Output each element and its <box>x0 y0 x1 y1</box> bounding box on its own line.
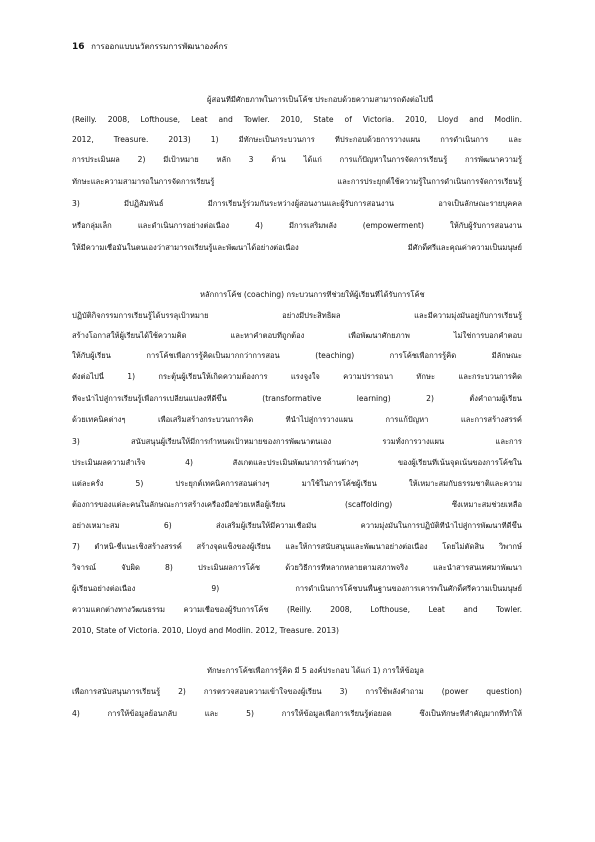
paragraph-line: 2012, Treasure. 2013) 1) มีทักษะเป็นกระบวนการ ที่ประกอบด้วยการวางแผน การดำเนินการ และ <box>72 135 522 144</box>
paragraph-line: ความแตกต่างทางวัฒนธรรม ความเชื่อของผู้รับการโค้ช (Reilly. 2008, Lofthouse, Leat and Towler. <box>72 605 522 614</box>
paragraph-line: สร้างโอกาสให้ผู้เรียนได้ใช้ความคิด และหาคำตอบที่ถูกต้อง เพื่อพัฒนาศักยภาพ ไม่ใช่การบอกคำตอบ <box>72 331 522 340</box>
paragraph-line: ที่จะนำไปสู่การเรียนรู้เพื่อการเปลี่ยนแปลงที่ดีขึ้น (transformative learning) 2) ตั้งคำถามผู้เรียน <box>72 394 522 403</box>
paragraph-line: 3) สนับสนุนผู้เรียนให้มีการกำหนดเป้าหมายของการพัฒนาตนเอง รวมทั้งการวางแผน และการ <box>72 437 522 446</box>
page-header <box>72 40 228 53</box>
paragraph-line: ด้วยเทคนิคต่างๆ เพื่อเสริมสร้างกระบวนการคิด ที่นำไปสู่การวางแผน การแก้ปัญหา และการสร้างสรรค์ <box>72 415 522 424</box>
paragraph-line: การประเมินผล 2) มีเป้าหมาย หลัก 3 ด้าน ได้แก่ การแก้ปัญหาในการจัดการเรียนรู้ การพัฒนาความรู้ <box>72 155 522 164</box>
paragraph-line: แต่ละครั้ง 5) ประยุกต์เทคนิคการสอนต่างๆ มาใช้ในการโค้ชผู้เรียน ให้เหมาะสมกับธรรมชาติและความ <box>72 479 522 488</box>
paragraph-line: ให้มีความเชื่อมั่นในตนเองว่าสามารถเรียนรู้และพัฒนาได้อย่างต่อเนื่อง มีศักดิ์ศรีและคุณค่าความเป็นมนุษย์ <box>72 243 522 252</box>
paragraph-line: 4) การให้ข้อมูลย้อนกลับ และ 5) การให้ข้อมูลเพื่อการเรียนรู้ต่อยอด ซึ่งเป็นทักษะที่สำคัญมากที่ทำให้ <box>72 709 522 718</box>
paragraph-line: 3) มีปฏิสัมพันธ์ มีการเรียนรู้ร่วมกันระหว่างผู้สอนงานและผู้รับการสอนงาน อาจเป็นลักษณะรายบุคคล <box>72 199 522 208</box>
paragraph-line: (Reilly. 2008, Lofthouse, Leat and Towler. 2010, State of Victoria. 2010, Lloyd and Modlin. <box>72 115 522 124</box>
paragraph-line: ทักษะการโค้ชเพื่อการรู้คิด มี 5 องค์ประกอบ ได้แก่ 1) การให้ข้อมูล <box>207 666 424 675</box>
paragraph-line: ให้กับผู้เรียน การโค้ชเพื่อการรู้คิดเป็นมากกว่าการสอน (teaching) การโค้ชเพื่อการรู้คิด มีลักษณะ <box>72 351 522 360</box>
paragraph-line: อย่างเหมาะสม 6) ส่งเสริมผู้เรียนให้มีความเชื่อมั่น ความมุ่งมั่นในการปฏิบัติที่นำไปสู่การพัฒนาที่ดีขึ้น <box>72 521 522 530</box>
paragraph-line: ดังต่อไปนี้ 1) กระตุ้นผู้เรียนให้เกิดความต้องการ แรงจูงใจ ความปรารถนา ทักษะ และกระบวนการคิด <box>72 372 522 381</box>
paragraph-line: ผู้เรียนอย่างต่อเนื่อง 9) การดำเนินการโค้ชบนพื้นฐานของการเคารพในศักดิ์ศรีความเป็นมนุษย์ <box>72 584 522 593</box>
paragraph-line: ประเมินผลความสำเร็จ 4) สังเกตและประเมินพัฒนาการด้านต่างๆ ของผู้เรียนที่เน้นจุดเน้นของการโค้ชใน <box>72 458 522 467</box>
paragraph-line: วิจารณ์ จับผิด 8) ประเมินผลการโค้ช ด้วยวิธีการที่หลากหลายตามสภาพจริง และนำสารสนเทศมาพัฒนา <box>72 563 522 572</box>
paragraph-line: ต้องการของแต่ละคนในลักษณะการสร้างเครื่องมือช่วยเหลือผู้เรียน (scaffolding) ซึ่งเหมาะสมช่วยเหลือ <box>72 500 522 509</box>
running-title: การออกแบบนวัตกรรมการพัฒนาองค์กร <box>91 42 228 51</box>
paragraph-line: 2010, State of Victoria. 2010, Lloyd and Modlin. 2012, Treasure. 2013) <box>72 626 339 635</box>
paragraph-line: ปฏิบัติกิจกรรมการเรียนรู้ได้บรรลุเป้าหมาย อย่างมีประสิทธิผล และมีความมุ่งมั่นอยู่กับการเรียนรู้ <box>72 311 522 320</box>
page-number: 16 <box>72 42 85 52</box>
paragraph-line: หลักการโค้ช (coaching) กระบวนการที่ช่วยให้ผู้เรียนที่ได้รับการโค้ช <box>200 290 425 299</box>
paragraph-line: ผู้สอนที่มีศักยภาพในการเป็นโค้ช ประกอบด้วยความสามารถดังต่อไปนี้ <box>207 95 434 104</box>
paragraph-line: ทักษะและความสามารถในการจัดการเรียนรู้ และการประยุกต์ใช้ความรู้ในการดำเนินการจัดการเรียนรู้ <box>72 177 522 186</box>
paragraph-line: หรือกลุ่มเล็ก และดำเนินการอย่างต่อเนื่อง 4) มีการเสริมพลัง (empowerment) ให้กับผู้รับการสอนงาน <box>72 221 522 230</box>
paragraph-line: เพื่อการสนับสนุนการเรียนรู้ 2) การตรวจสอบความเข้าใจของผู้เรียน 3) การใช้พลังคำถาม (power question) <box>72 687 522 696</box>
paragraph-line: 7) ตำหนิ-ชี้แนะเชิงสร้างสรรค์ สร้างจุดแข็งของผู้เรียน และให้การสนับสนุนและพัฒนาอย่างต่อเนื่อง โดยไม่ตัดสิน วิพากษ์ <box>72 542 522 551</box>
